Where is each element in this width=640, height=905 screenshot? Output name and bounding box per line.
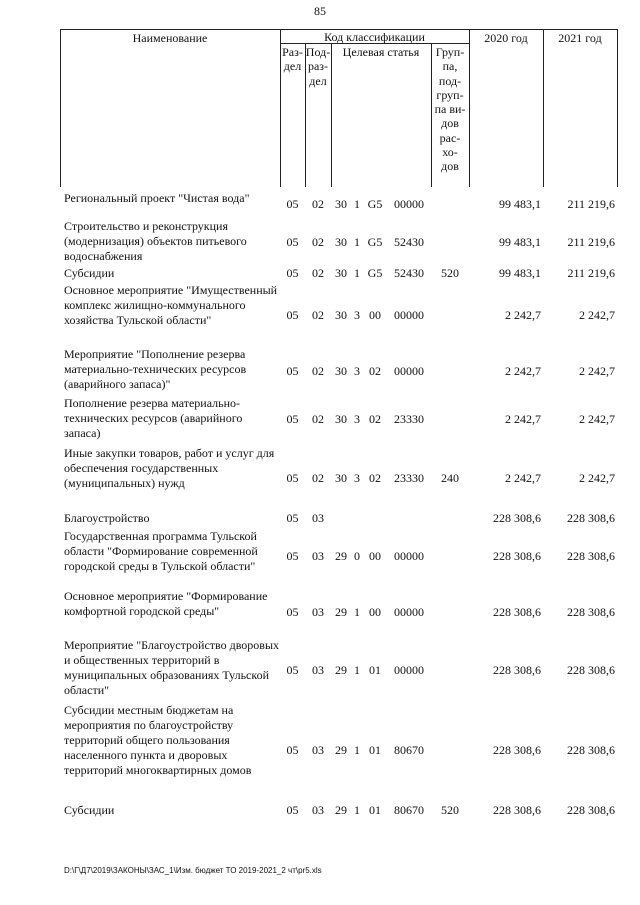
cell-podrazdel: 02 bbox=[312, 364, 324, 378]
cell-razdel: 05 bbox=[286, 412, 299, 426]
cell-2021: 2 242,7 bbox=[579, 364, 615, 378]
cell-target-program: 29 bbox=[335, 663, 347, 677]
cell-podrazdel: 02 bbox=[312, 471, 324, 485]
cell-target-program: 30 bbox=[335, 308, 347, 322]
row-name: Мероприятие "Пополнение резерва материально-технических ресурсов (аварийного запаса)" bbox=[64, 347, 247, 391]
cell-2021: 2 242,7 bbox=[579, 412, 615, 426]
header-podrazdel: Под- раз- дел bbox=[305, 45, 331, 88]
cell-2020: 2 242,7 bbox=[505, 364, 541, 378]
cell-razdel: 05 bbox=[286, 663, 299, 677]
cell-2020: 2 242,7 bbox=[505, 412, 541, 426]
cell-2021: 228 308,6 bbox=[567, 511, 615, 525]
cell-podrazdel: 02 bbox=[312, 412, 324, 426]
cell-target-program: 29 bbox=[335, 803, 347, 817]
row-name: Строительство и реконструкция (модернизация) объектов питьевого водоснабжения bbox=[64, 219, 247, 263]
row-name: Субсидии bbox=[64, 266, 115, 280]
cell-2021: 228 308,6 bbox=[567, 663, 615, 677]
cell-target-subprogram: 1 bbox=[354, 663, 360, 677]
cell-target-direction: 00000 bbox=[394, 549, 424, 563]
cell-2021: 228 308,6 bbox=[567, 605, 615, 619]
cell-target-event: 01 bbox=[369, 663, 381, 677]
cell-target-direction: 52430 bbox=[394, 235, 424, 249]
cell-2020: 99 483,1 bbox=[499, 266, 541, 280]
cell-2020: 2 242,7 bbox=[505, 308, 541, 322]
cell-target-event: 01 bbox=[369, 803, 381, 817]
row-name: Пополнение резерва материально-технических ресурсов (аварийного запаса) bbox=[64, 396, 243, 440]
cell-target-program: 30 bbox=[335, 364, 347, 378]
cell-2021: 211 219,6 bbox=[567, 235, 615, 249]
cell-razdel: 05 bbox=[286, 197, 299, 211]
cell-razdel: 05 bbox=[286, 364, 299, 378]
cell-podrazdel: 03 bbox=[312, 663, 324, 677]
file-path-footer: D:\Г\Д7\2019\ЗАКОНЫ\ЗАС_1\Изм. бюджет ТО 2019-2021_2 чт\pr5.xls bbox=[64, 866, 322, 875]
cell-target-event: 00 bbox=[369, 549, 381, 563]
cell-target-program: 30 bbox=[335, 412, 347, 426]
header-2021: 2021 год bbox=[558, 31, 602, 45]
cell-podrazdel: 02 bbox=[312, 266, 324, 280]
cell-2020: 228 308,6 bbox=[493, 549, 541, 563]
header-target: Целевая статья bbox=[342, 45, 420, 59]
row-name: Субсидии bbox=[64, 803, 115, 817]
cell-podrazdel: 02 bbox=[312, 197, 324, 211]
cell-target-subprogram: 1 bbox=[354, 235, 360, 249]
cell-2021: 211 219,6 bbox=[567, 266, 615, 280]
cell-2020: 228 308,6 bbox=[493, 605, 541, 619]
row-name: Иные закупки товаров, работ и услуг для обеспечения государственных (муниципальных) нужд bbox=[64, 446, 275, 490]
cell-podrazdel: 02 bbox=[312, 308, 324, 322]
cell-razdel: 05 bbox=[286, 308, 299, 322]
cell-target-subprogram: 3 bbox=[354, 471, 360, 485]
cell-target-subprogram: 3 bbox=[354, 412, 360, 426]
cell-target-program: 29 bbox=[335, 549, 347, 563]
cell-target-program: 30 bbox=[335, 266, 347, 280]
cell-2021: 2 242,7 bbox=[579, 308, 615, 322]
cell-group: 240 bbox=[441, 471, 459, 485]
cell-target-program: 30 bbox=[335, 235, 347, 249]
cell-razdel: 05 bbox=[286, 266, 299, 280]
cell-2021: 228 308,6 bbox=[567, 803, 615, 817]
cell-razdel: 05 bbox=[286, 511, 299, 525]
cell-target-direction: 00000 bbox=[394, 197, 424, 211]
cell-razdel: 05 bbox=[286, 803, 299, 817]
cell-group: 520 bbox=[441, 803, 459, 817]
page-number: 85 bbox=[314, 4, 326, 18]
cell-2020: 2 242,7 bbox=[505, 471, 541, 485]
cell-target-direction: 23330 bbox=[394, 412, 424, 426]
header-razdel: Раз- дел bbox=[282, 45, 303, 74]
cell-target-event: 00 bbox=[369, 605, 381, 619]
cell-2020: 99 483,1 bbox=[499, 197, 541, 211]
header-2020: 2020 год bbox=[484, 31, 528, 45]
cell-2020: 228 308,6 bbox=[493, 663, 541, 677]
header-group: Груп- па, под- груп- па ви- дов рас- хо- дов bbox=[434, 45, 466, 174]
cell-2020: 99 483,1 bbox=[499, 235, 541, 249]
cell-2021: 2 242,7 bbox=[579, 471, 615, 485]
cell-target-direction: 80670 bbox=[394, 743, 424, 757]
cell-target-subprogram: 0 bbox=[354, 549, 360, 563]
cell-podrazdel: 03 bbox=[312, 511, 324, 525]
row-name: Региональный проект "Чистая вода" bbox=[64, 191, 250, 205]
row-name: Субсидии местным бюджетам на мероприятия по благоустройству территорий общего пользования населенного пункта и дворовых территорий многоквартирных домов bbox=[64, 703, 252, 777]
cell-target-direction: 00000 bbox=[394, 605, 424, 619]
cell-target-subprogram: 1 bbox=[354, 197, 360, 211]
cell-target-subprogram: 1 bbox=[354, 266, 360, 280]
cell-podrazdel: 03 bbox=[312, 803, 324, 817]
cell-target-event: 00 bbox=[369, 308, 381, 322]
cell-razdel: 05 bbox=[286, 743, 299, 757]
cell-razdel: 05 bbox=[286, 605, 299, 619]
cell-group: 520 bbox=[441, 266, 459, 280]
cell-target-program: 30 bbox=[335, 471, 347, 485]
cell-2020: 228 308,6 bbox=[493, 743, 541, 757]
cell-target-event: 02 bbox=[369, 364, 381, 378]
cell-razdel: 05 bbox=[286, 549, 299, 563]
cell-2021: 228 308,6 bbox=[567, 743, 615, 757]
row-name: Мероприятие "Благоустройство дворовых и общественных территорий в муниципальных образованиях Тульской области" bbox=[64, 638, 280, 697]
cell-target-event: 01 bbox=[369, 743, 381, 757]
row-name: Основное мероприятие "Имущественный комплекс жилищно-коммунального хозяйства Тульской области" bbox=[64, 283, 278, 327]
cell-target-direction: 23330 bbox=[394, 471, 424, 485]
cell-target-event: 02 bbox=[369, 471, 381, 485]
cell-podrazdel: 03 bbox=[312, 549, 324, 563]
cell-2020: 228 308,6 bbox=[493, 803, 541, 817]
cell-target-event: G5 bbox=[367, 197, 383, 211]
cell-target-event: G5 bbox=[367, 235, 383, 249]
cell-2021: 211 219,6 bbox=[567, 197, 615, 211]
cell-2021: 228 308,6 bbox=[567, 549, 615, 563]
row-name: Основное мероприятие "Формирование комфортной городской среды" bbox=[64, 589, 268, 618]
cell-target-subprogram: 1 bbox=[354, 743, 360, 757]
cell-podrazdel: 03 bbox=[312, 605, 324, 619]
cell-target-event: G5 bbox=[367, 266, 383, 280]
cell-target-event: 02 bbox=[369, 412, 381, 426]
cell-target-subprogram: 1 bbox=[354, 605, 360, 619]
cell-razdel: 05 bbox=[286, 235, 299, 249]
cell-target-program: 29 bbox=[335, 605, 347, 619]
header-name: Наименование bbox=[132, 31, 208, 45]
cell-target-program: 30 bbox=[335, 197, 347, 211]
cell-target-direction: 00000 bbox=[394, 364, 424, 378]
cell-target-program: 29 bbox=[335, 743, 347, 757]
cell-target-direction: 00000 bbox=[394, 308, 424, 322]
cell-target-direction: 00000 bbox=[394, 663, 424, 677]
cell-target-direction: 52430 bbox=[394, 266, 424, 280]
cell-razdel: 05 bbox=[286, 471, 299, 485]
cell-target-direction: 80670 bbox=[394, 803, 424, 817]
row-name: Благоустройство bbox=[64, 511, 150, 525]
cell-podrazdel: 03 bbox=[312, 743, 324, 757]
cell-target-subprogram: 3 bbox=[354, 308, 360, 322]
cell-2020: 228 308,6 bbox=[493, 511, 541, 525]
cell-target-subprogram: 1 bbox=[354, 803, 360, 817]
row-name: Государственная программа Тульской области "Формирование современной городской среды в Тульской области" bbox=[64, 529, 258, 573]
cell-podrazdel: 02 bbox=[312, 235, 324, 249]
header-code-group: Код классификации bbox=[324, 30, 425, 44]
cell-target-subprogram: 3 bbox=[354, 364, 360, 378]
